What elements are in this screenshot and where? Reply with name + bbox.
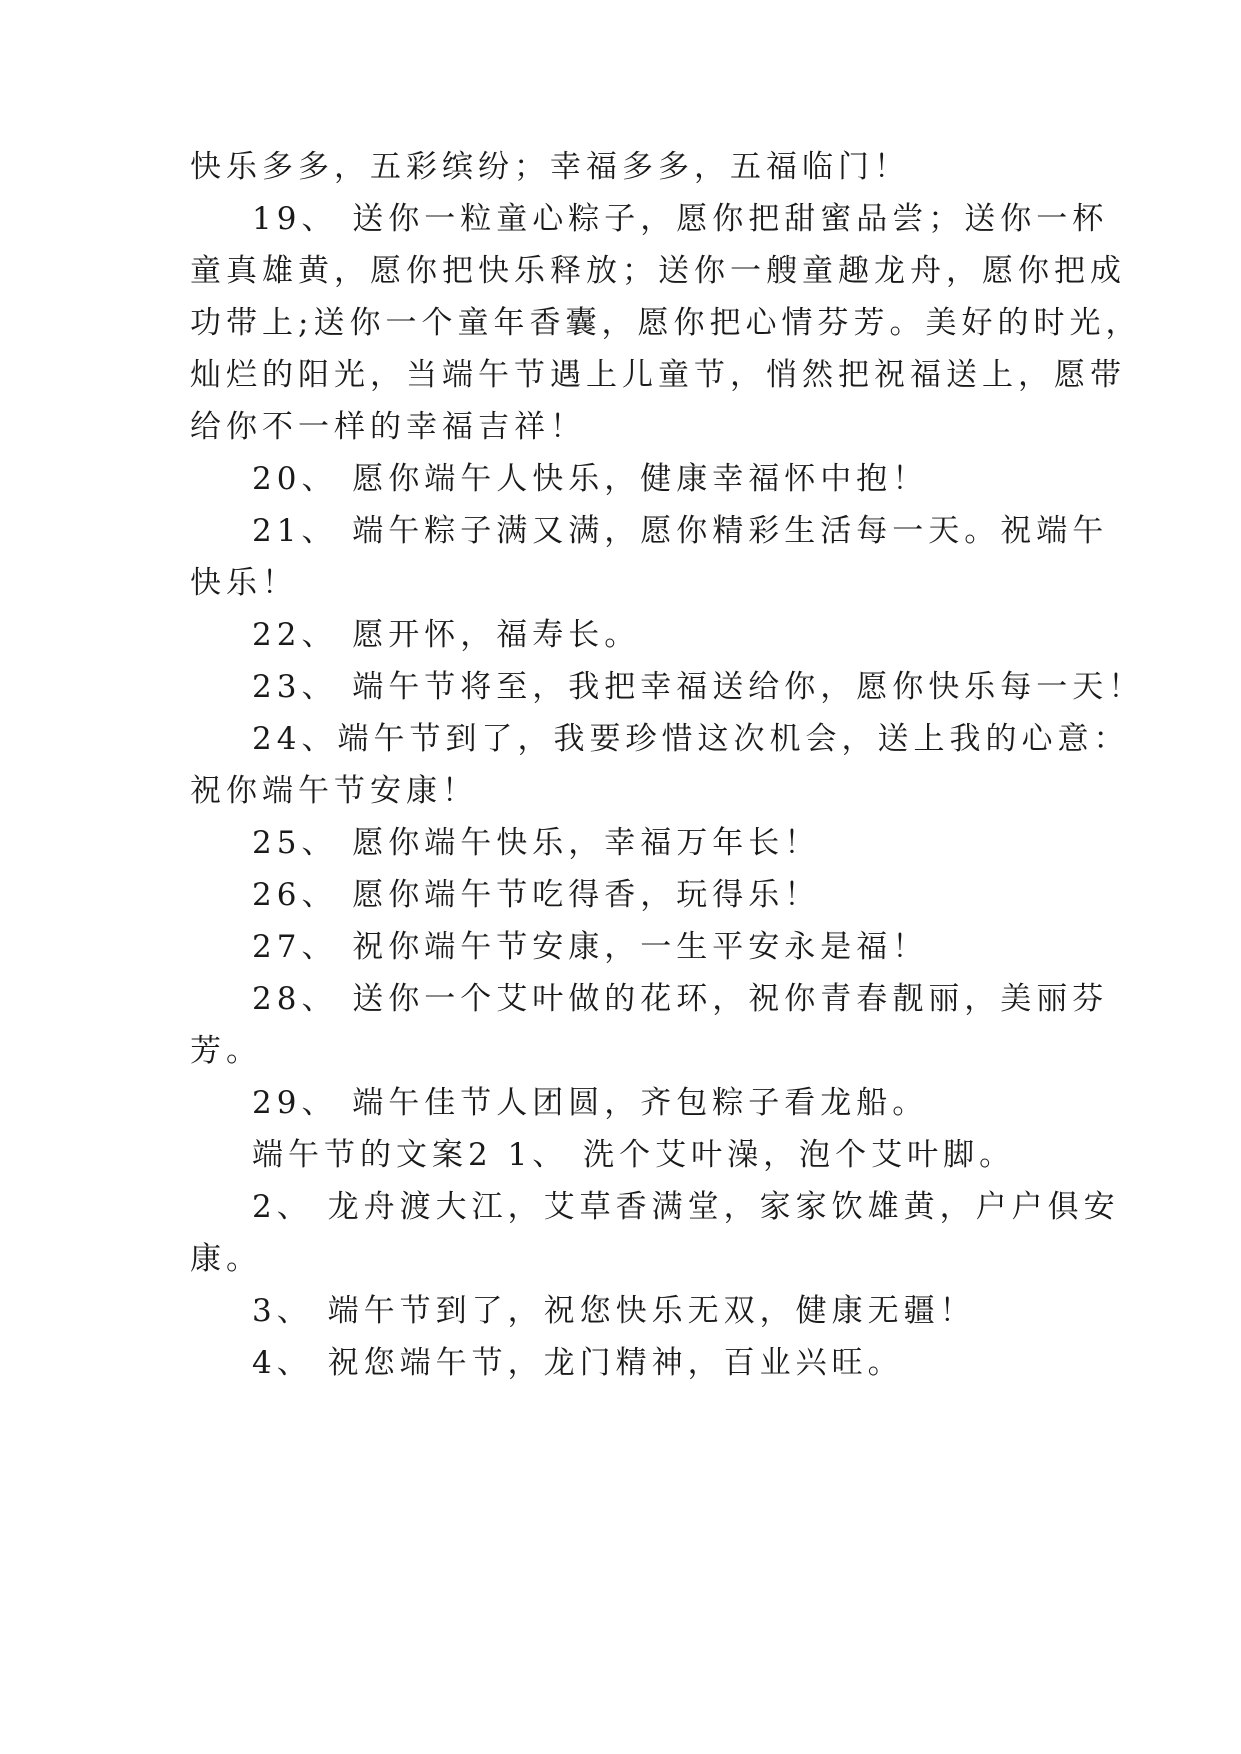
text-line: 26、 愿你端午节吃得香，玩得乐！ — [252, 877, 821, 913]
text-line: 21、 端午粽子满又满，愿你精彩生活每一天。祝端午 — [252, 513, 1109, 549]
text-line: 灿烂的阳光，当端午节遇上儿童节，悄然把祝福送上，愿带 — [190, 357, 1126, 393]
text-line: 童真雄黄，愿你把快乐释放；送你一艘童趣龙舟，愿你把成 — [190, 253, 1126, 289]
text-line: 快乐多多，五彩缤纷；幸福多多，五福临门！ — [190, 149, 910, 185]
text-line: 康。 — [190, 1241, 262, 1277]
text-line: 25、 愿你端午快乐，幸福万年长！ — [252, 825, 821, 861]
text-line: 22、 愿开怀，福寿长。 — [252, 617, 641, 653]
text-line: 3、 端午节到了，祝您快乐无双，健康无疆！ — [252, 1293, 976, 1329]
text-line: 20、 愿你端午人快乐，健康幸福怀中抱！ — [252, 461, 929, 497]
text-line: 2、 龙舟渡大江，艾草香满堂，家家饮雄黄，户户俱安 — [252, 1189, 1120, 1225]
text-line: 功带上;送你一个童年香囊，愿你把心情芬芳。美好的时光， — [190, 305, 1142, 341]
text-line: 端午节的文案2 1、 洗个艾叶澡，泡个艾叶脚。 — [252, 1137, 1016, 1173]
text-line: 27、 祝你端午节安康，一生平安永是福！ — [252, 929, 929, 965]
text-line: 28、 送你一个艾叶做的花环，祝你青春靓丽，美丽芬 — [252, 981, 1109, 1017]
text-line: 29、 端午佳节人团圆，齐包粽子看龙船。 — [252, 1085, 929, 1121]
text-line: 19、 送你一粒童心粽子，愿你把甜蜜品尝；送你一杯 — [252, 201, 1109, 237]
text-line: 24、端午节到了，我要珍惜这次机会，送上我的心意： — [252, 721, 1130, 757]
text-line: 23、 端午节将至，我把幸福送给你，愿你快乐每一天！ — [252, 669, 1145, 705]
text-line: 快乐！ — [190, 565, 298, 601]
text-line: 芳。 — [190, 1033, 262, 1069]
text-line: 给你不一样的幸福吉祥！ — [190, 409, 586, 445]
text-line: 祝你端午节安康！ — [190, 773, 478, 809]
text-line: 4、 祝您端午节，龙门精神，百业兴旺。 — [252, 1345, 904, 1381]
